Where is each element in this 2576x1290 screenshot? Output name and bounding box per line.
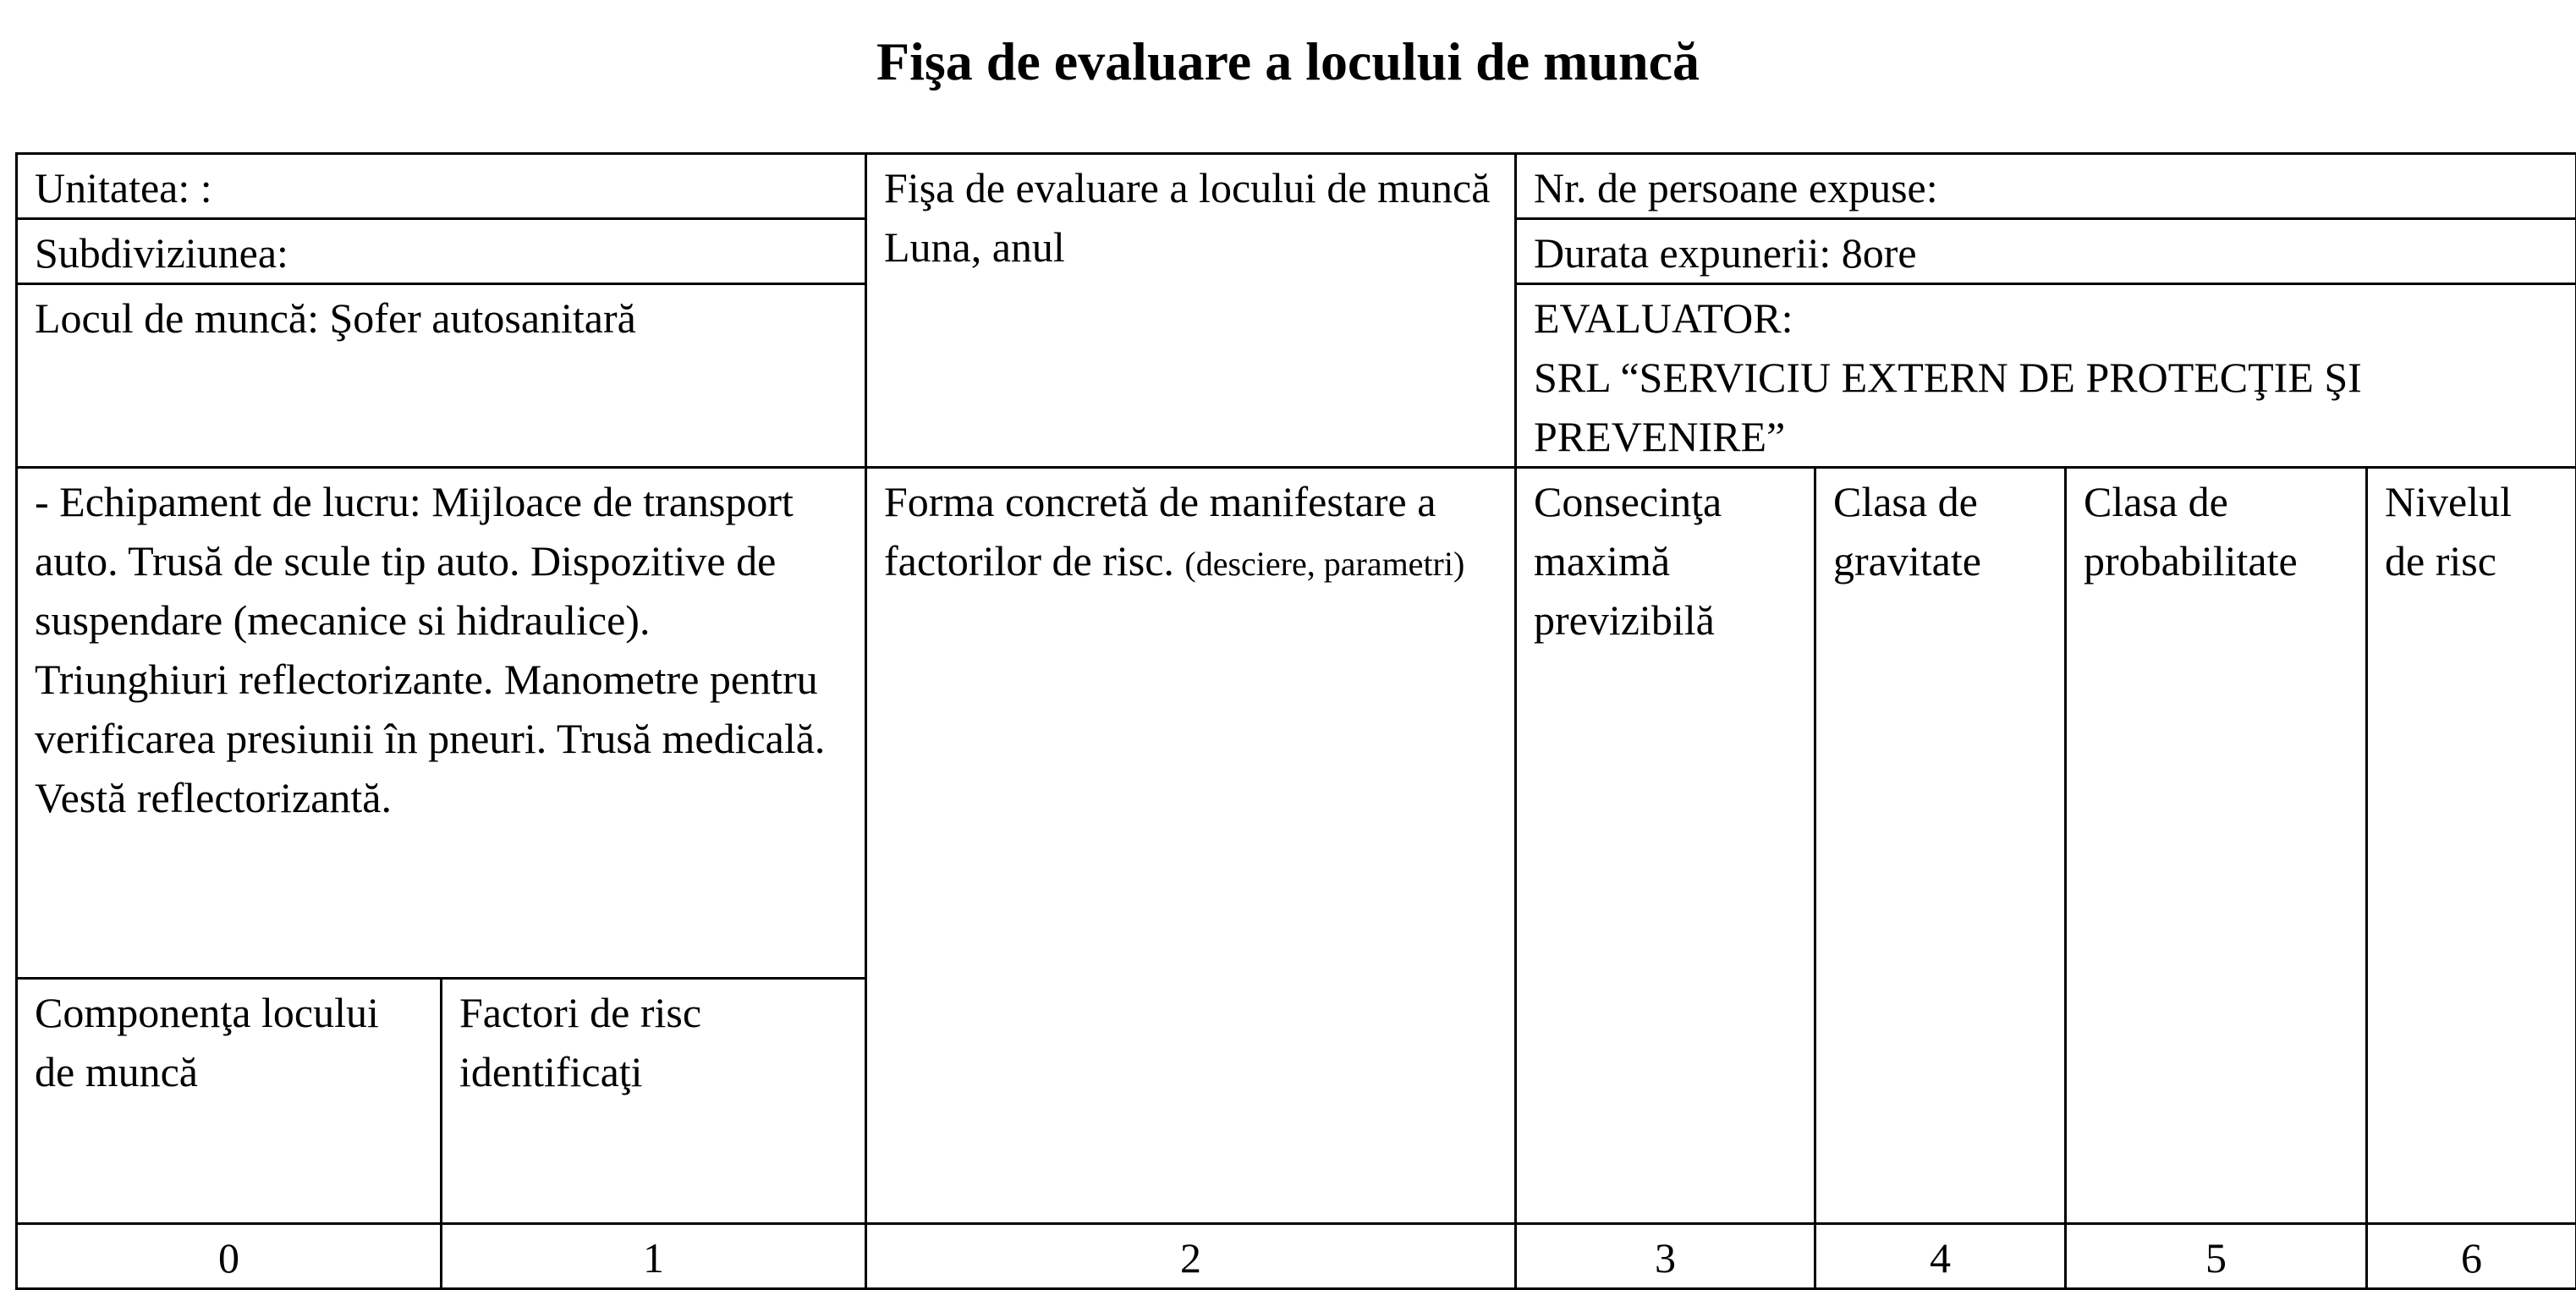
equipment-description: - Echipament de lucru: Mijloace de transport auto. Trusă de scule tip auto. Dispozitive de suspendare (mecanice si hidraulice). Triunghiuri reflectorizante. Manometre pentru verificarea presiunii în pneuri. Trusă medicală. Vestă reflectorizantă. [35, 478, 825, 821]
exposure-duration-label: Durata expunerii: 8ore [1534, 229, 1917, 277]
consequence-header: Consecinţa maximă previzibilă [1534, 478, 1722, 644]
workplace-cell [17, 284, 866, 468]
equipment-description-cell [17, 468, 866, 979]
form-title: Fişa de evaluare a locului de muncă [884, 158, 1497, 217]
unit-cell [17, 154, 866, 219]
column-number-2: 2 [866, 1224, 1516, 1289]
risk-level-header: Nivelul de risc [2385, 478, 2512, 585]
column-number-3: 3 [1516, 1224, 1815, 1289]
severity-header-cell [1815, 468, 2066, 1224]
severity-header: Clasa de gravitate [1833, 478, 1981, 585]
evaluator-name: SRL “SERVICIU EXTERN DE PROTECŢIE ŞI PREVENIRE” [1534, 348, 2558, 466]
page-title: Fişa de evaluare a locului de muncă [0, 30, 2576, 93]
column-number-4: 4 [1815, 1224, 2066, 1289]
evaluation-form-table [15, 152, 2576, 1290]
exposed-persons-label: Nr. de persoane expuse: [1534, 164, 1938, 211]
column-number-5: 5 [2066, 1224, 2367, 1289]
manifestation-header-cell [866, 468, 1516, 1224]
month-year-label: Luna, anul [884, 217, 1497, 277]
workplace-label: Locul de muncă: Şofer autosanitară [35, 294, 636, 342]
evaluator-cell [1516, 284, 2576, 468]
manifestation-header: Forma concretă de manifestare a factorilor de risc. [884, 478, 1436, 585]
probability-header: Clasa de probabilitate [2084, 478, 2298, 585]
component-header-cell [17, 979, 442, 1224]
probability-header-cell [2066, 468, 2367, 1224]
column-number-6: 6 [2367, 1224, 2576, 1289]
risk-factors-header: Factori de risc identificaţi [459, 989, 701, 1095]
component-header: Componenţa locului de muncă [35, 989, 379, 1095]
risk-factors-header-cell [442, 979, 866, 1224]
consequence-header-cell [1516, 468, 1815, 1224]
subdivision-label: Subdiviziunea: [35, 229, 288, 277]
column-number-1: 1 [442, 1224, 866, 1289]
unit-label: Unitatea: : [35, 164, 212, 211]
subdivision-cell [17, 219, 866, 284]
column-number-0: 0 [17, 1224, 442, 1289]
evaluator-label: EVALUATOR: [1534, 288, 2558, 348]
exposed-persons-cell [1516, 154, 2576, 219]
manifestation-note: (desciere, parametri) [1184, 545, 1464, 583]
risk-level-header-cell [2367, 468, 2576, 1224]
exposure-duration-cell [1516, 219, 2576, 284]
form-title-cell [866, 154, 1516, 468]
